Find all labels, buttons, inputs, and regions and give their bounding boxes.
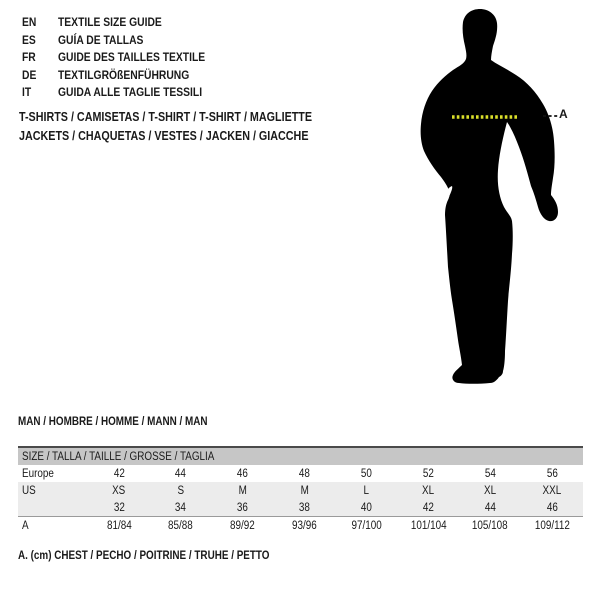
garment-categories	[19, 110, 360, 148]
size-cell: M	[300, 484, 309, 497]
size-cell: 42	[113, 467, 125, 480]
size-table-header-row	[18, 447, 583, 465]
size-cell: 44	[175, 467, 187, 480]
language-code: EN	[22, 15, 37, 29]
section-title-man: MAN / HOMBRE / HOMME / MANN / MAN	[18, 416, 208, 428]
size-cell: XS	[112, 484, 126, 497]
language-code: ES	[22, 32, 36, 47]
size-table-header: SIZE / TALLA / TAILLE / GRÖSSE / TAGLIA	[22, 450, 215, 463]
row-label: A	[22, 520, 29, 532]
size-cell: 44	[484, 501, 496, 514]
size-cell: 42	[422, 501, 434, 514]
size-cell: 109/112	[534, 520, 570, 532]
man-silhouette-icon	[418, 6, 568, 398]
size-cell: M	[238, 484, 247, 497]
size-cell: 46	[546, 501, 558, 514]
size-cell: S	[177, 484, 185, 497]
size-cell: 40	[360, 501, 372, 514]
size-cell: 36	[237, 501, 249, 514]
size-cell: 81/84	[106, 520, 132, 532]
size-cell: XL	[422, 484, 435, 497]
language-title: TEXTILE SIZE GUIDE	[58, 15, 162, 29]
language-code: IT	[22, 85, 32, 99]
language-title: GUÍA DE TALLAS	[58, 32, 144, 47]
size-cell: 89/92	[230, 520, 256, 532]
size-cell: 93/96	[292, 520, 317, 532]
table-row-europe	[18, 465, 583, 482]
size-cell: 38	[299, 501, 311, 514]
measurement-footnote: A. (cm) CHEST / PECHO / POITRINE / TRUHE / PETTO	[18, 550, 270, 562]
language-code: FR	[22, 50, 36, 64]
category-tshirts: T-SHIRTS / CAMISETAS / T-SHIRT / T-SHIRT / MAGLIETTE	[19, 110, 313, 124]
size-cell: 56	[546, 467, 558, 480]
size-cell: 54	[484, 467, 496, 480]
language-code: DE	[22, 67, 37, 82]
size-cell: 32	[113, 501, 125, 514]
size-cell: XL	[484, 484, 497, 497]
size-cell: 97/100	[351, 520, 382, 532]
size-cell: 101/104	[410, 520, 447, 532]
category-jackets: JACKETS / CHAQUETAS / VESTES / JACKEN / GIACCHE	[19, 129, 309, 143]
size-cell: 85/88	[168, 520, 194, 532]
table-row-chest-cm	[18, 517, 583, 536]
table-row-numeric	[18, 499, 583, 517]
language-title: TEXTILGRÖßENFÜHRUNG	[58, 67, 190, 82]
table-row-us	[18, 482, 583, 499]
size-cell: 46	[237, 467, 249, 480]
language-title: GUIDA ALLE TAGLIE TESSILI	[58, 85, 203, 99]
row-label: US	[22, 484, 36, 497]
language-title: GUIDE DES TAILLES TEXTILE	[58, 50, 206, 64]
size-table	[18, 446, 583, 535]
size-cell: 48	[299, 467, 311, 480]
size-cell: L	[363, 484, 370, 497]
size-cell: 52	[422, 467, 434, 480]
measure-label-a: A	[559, 107, 568, 121]
size-cell: 105/108	[472, 520, 509, 532]
size-cell: XXL	[542, 484, 562, 497]
size-cell: 34	[175, 501, 187, 514]
row-label: Europe	[22, 467, 54, 480]
size-cell: 50	[360, 467, 372, 480]
